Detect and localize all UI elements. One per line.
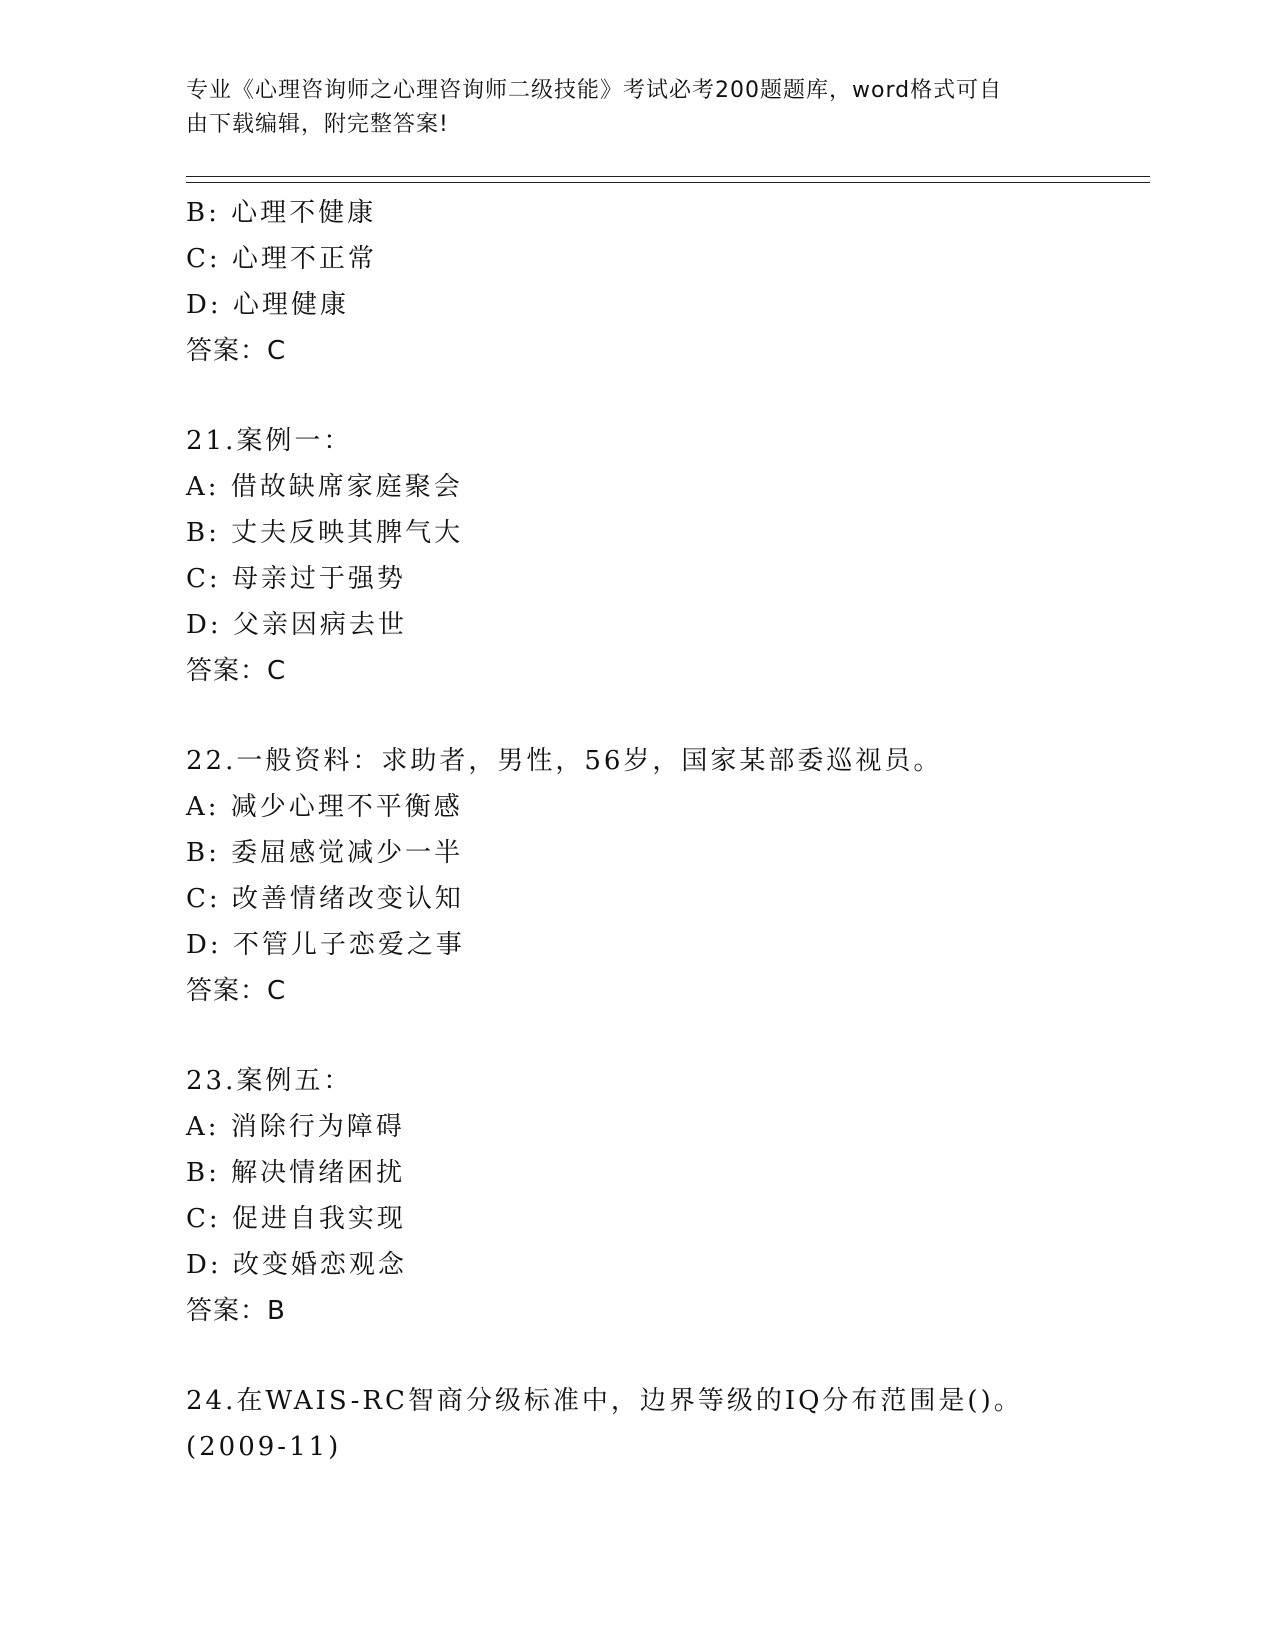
header-line-2: 由下载编辑，附完整答案! <box>186 112 449 137</box>
question-20-continued <box>186 190 1146 374</box>
option-a: A: 减少心理不平衡感 <box>186 792 463 822</box>
question-stem: 23.案例五： <box>186 1066 353 1096</box>
option-d: D: 心理健康 <box>186 290 349 320</box>
question-stem: 21.案例一： <box>186 426 353 456</box>
option-b: B: 心理不健康 <box>186 198 377 228</box>
document-header <box>186 74 1086 142</box>
option-a: A: 消除行为障碍 <box>186 1112 405 1142</box>
option-a: A: 借故缺席家庭聚会 <box>186 472 463 502</box>
header-divider-top <box>186 176 1150 177</box>
question-23 <box>186 1058 1146 1334</box>
question-21 <box>186 418 1146 694</box>
option-d: D: 改变婚恋观念 <box>186 1250 407 1280</box>
answer: 答案：C <box>186 976 287 1006</box>
answer: 答案：C <box>186 656 287 686</box>
option-d: D: 不管儿子恋爱之事 <box>186 930 465 960</box>
question-24 <box>186 1378 1146 1470</box>
option-c: C: 促进自我实现 <box>186 1204 406 1234</box>
answer: 答案：B <box>186 1296 286 1326</box>
header-line-1: 专业《心理咨询师之心理咨询师二级技能》考试必考200题题库，word格式可自 <box>186 78 1003 103</box>
option-c: C: 母亲过于强势 <box>186 564 406 594</box>
option-b: B: 解决情绪困扰 <box>186 1158 406 1188</box>
question-stem: 22.一般资料：求助者，男性，56岁，国家某部委巡视员。 <box>186 746 943 776</box>
option-d: D: 父亲因病去世 <box>186 610 407 640</box>
question-stem: 24.在WAIS-RC智商分级标准中，边界等级的IQ分布范围是()。 <box>186 1386 1023 1416</box>
option-b: B: 委屈感觉减少一半 <box>186 838 464 868</box>
question-stem-continued: (2009-11) <box>186 1432 342 1462</box>
option-c: C: 改善情绪改变认知 <box>186 884 464 914</box>
option-c: C: 心理不正常 <box>186 244 377 274</box>
option-b: B: 丈夫反映其脾气大 <box>186 518 464 548</box>
header-divider-bottom <box>186 182 1150 183</box>
question-22 <box>186 738 1146 1014</box>
answer: 答案：C <box>186 336 287 366</box>
question-list <box>186 190 1146 1470</box>
